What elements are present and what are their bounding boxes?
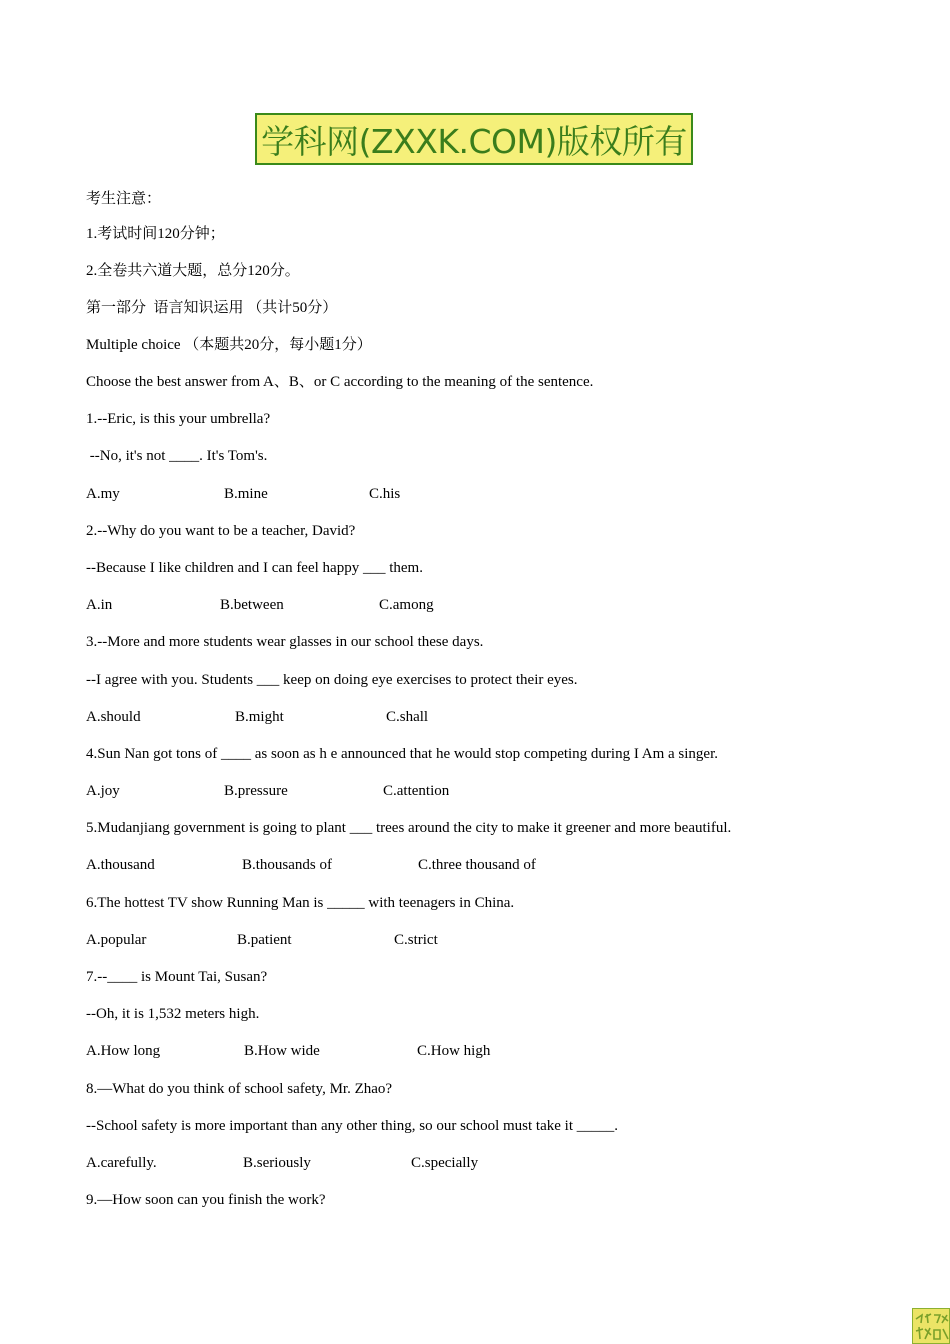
question-line: 9.—How soon can you finish the work?	[86, 1192, 326, 1208]
option-a: A.How long	[86, 1043, 161, 1059]
option-b: B.mine	[224, 486, 268, 502]
question-line: 4.Sun Nan got tons of ____ as soon as h e announced that he would stop competing during I Am a singer.	[86, 746, 718, 762]
question-line: --I agree with you. Students ___ keep on doing eye exercises to protect their eyes.	[86, 672, 578, 688]
banner-text: 学科网(ZXXK.COM)版权所有	[261, 121, 687, 161]
option-c: C.shall	[386, 709, 429, 725]
option-c: C.attention	[383, 783, 450, 799]
option-c: C.his	[369, 486, 401, 502]
option-c: C.specially	[411, 1155, 479, 1171]
option-c: C.among	[379, 597, 434, 613]
option-b: B.seriously	[243, 1155, 311, 1171]
option-a: A.thousand	[86, 857, 155, 873]
option-b: B.How wide	[244, 1043, 320, 1059]
question-line: --School safety is more important than any other thing, so our school must take it _____.	[86, 1118, 618, 1134]
section-title: Multiple choice （本题共20分，每小题1分）	[86, 337, 372, 353]
question-line: 8.—What do you think of school safety, Mr. Zhao?	[86, 1081, 393, 1097]
notice-item: 2.全卷共六道大题，总分120分。	[86, 263, 300, 279]
notice-item: 1.考试时间120分钟；	[86, 226, 225, 242]
option-b: B.between	[220, 597, 284, 613]
instruction: Choose the best answer from A、B、or C according to the meaning of the sentence.	[86, 374, 594, 390]
option-a: A.popular	[86, 932, 147, 948]
option-a: A.my	[86, 486, 120, 502]
part-title: 第一部分 语言知识运用 （共计50分）	[86, 300, 338, 316]
question-line: --Because I like children and I can feel happy ___ them.	[86, 560, 423, 576]
question-line: --Oh, it is 1,532 meters high.	[86, 1006, 260, 1022]
option-b: B.patient	[237, 932, 292, 948]
question-line: 1.--Eric, is this your umbrella?	[86, 411, 271, 427]
question-line: 7.--____ is Mount Tai, Susan?	[86, 969, 268, 985]
option-c: C.three thousand of	[418, 857, 536, 873]
corner-logo-icon	[912, 1308, 950, 1344]
question-line: 5.Mudanjiang government is going to plant ___ trees around the city to make it greener and more beautiful.	[86, 820, 732, 836]
question-line: 3.--More and more students wear glasses in our school these days.	[86, 634, 484, 650]
option-c: C.strict	[394, 932, 438, 948]
option-b: B.pressure	[224, 783, 288, 799]
option-a: A.carefully.	[86, 1155, 157, 1171]
option-b: B.might	[235, 709, 284, 725]
option-a: A.joy	[86, 783, 120, 799]
question-line: 2.--Why do you want to be a teacher, David?	[86, 523, 356, 539]
option-a: A.should	[86, 709, 141, 725]
question-line: --No, it's not ____. It's Tom's.	[86, 448, 268, 464]
option-a: A.in	[86, 597, 113, 613]
option-c: C.How high	[417, 1043, 491, 1059]
notice-title: 考生注意：	[86, 191, 162, 207]
question-line: 6.The hottest TV show Running Man is _____ with teenagers in China.	[86, 895, 515, 911]
copyright-banner	[255, 113, 693, 165]
option-b: B.thousands of	[242, 857, 332, 873]
